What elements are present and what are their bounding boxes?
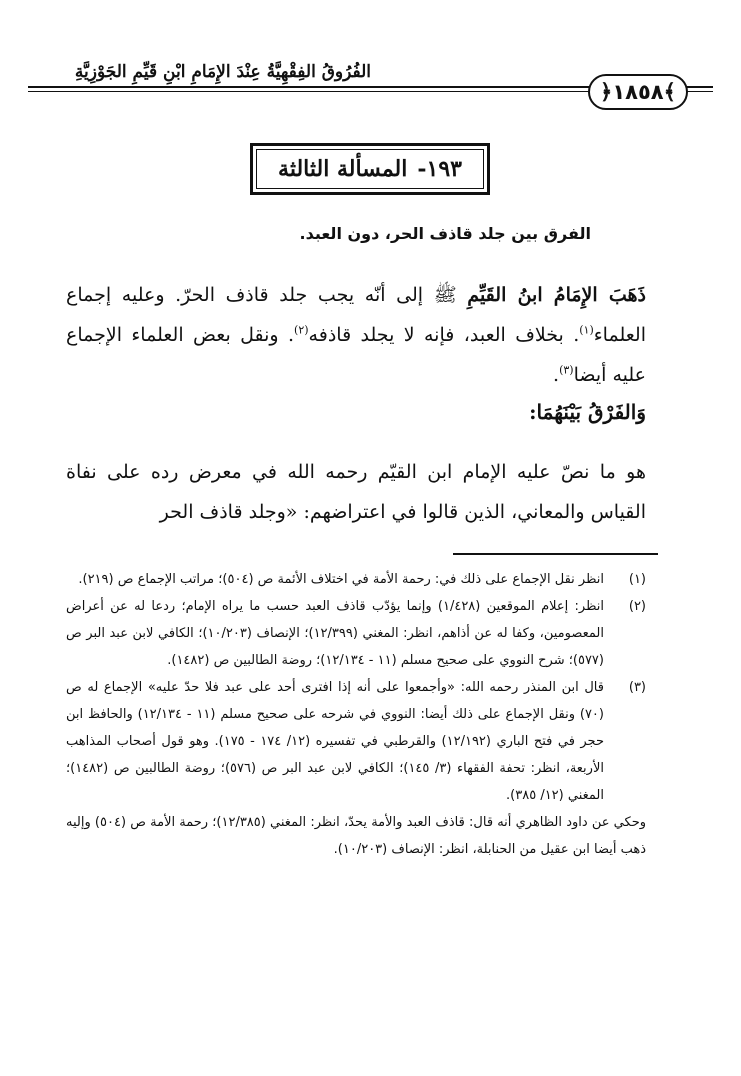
footnote-ref-1[interactable]: (١): [579, 323, 594, 337]
intro-lead: ذَهَبَ الإِمَامُ ابنُ القَيِّمِ: [467, 284, 646, 306]
footnote-ref-2[interactable]: (٢): [294, 323, 309, 337]
footnote-continuation: وحكي عن داود الظاهري أنه قال: قاذف العبد والأمة يحدّ، انظر: المغني (١٢/٣٨٥)؛ رحمة الأمة ص (٥٠٤) وإليه ذهب أيضا ابن عقيل من الحنابلة، انظر: الإنصاف (١٠/٢٠٣).: [66, 815, 647, 857]
footnote-ref-3[interactable]: (٣): [559, 363, 574, 377]
intro-text-4: .: [553, 364, 560, 386]
running-title: الفُرُوقُ الفِقْهِيَّةُ عِنْدَ الإِمَامِ ابْنِ قَيِّمِ الجَوْزِيَّةِ: [74, 62, 371, 82]
issue-title: المسألة الثالثة: [278, 156, 408, 182]
page-number: ﴿١٨٥٨﴾: [588, 74, 688, 110]
intro-text-3: . ونقل بعض العلماء الإجماع عليه أيضا: [66, 324, 646, 386]
footnote-text: انظر: إعلام الموقعين (١/٤٢٨) وإنما يؤدّب قاذف العبد حسب ما يراه الإمام؛ ردعا له عن أعراض المعصومين، وكفا له عن أذاهم، انظر: المغني (١٢/٣٩٩)؛ الإنصاف (١٠/٢٠٣)؛ الكافي لابن عبد البر ص (٥٧٧)؛ شرح النووي على صحيح مسلم (١١ - ١٢/١٣٤)؛ روضة الطالبين ص (١٤٨٢).: [66, 599, 604, 668]
issue-number: ١٩٣-: [417, 156, 462, 182]
footnote-number: (٢): [628, 599, 646, 614]
footnote-item: [66, 593, 646, 674]
body-paragraph: هو ما نصّ عليه الإمام ابن القيّم رحمه الله في معرض رده على نفاة القياس والمعاني، الذين قالوا في اعتراضهم: «وجلد قاذف الحر: [66, 461, 646, 523]
intro-text-2: . بخلاف العبد، فإنه لا يجلد قاذفه: [308, 324, 580, 346]
intro-text-1: إلى أنّه يجب جلد قاذف الحرّ. وعليه إجماع العلماء: [66, 284, 646, 346]
issue-subtitle: الفرق بين جلد قاذف الحر، دون العبد.: [299, 224, 591, 243]
honorific: ﷺ: [433, 284, 457, 306]
footnote-text: قال ابن المنذر رحمه الله: «وأجمعوا على أنه إذا افترى أحد على عبد فلا حدّ عليه» الإجماع له ص (٧٠) ونقل الإجماع على ذلك أيضا: النووي في شرحه على صحيح مسلم (١١ - ١٢/١٣٤) والحافظ ابن حجر في فتح الباري (١٢/١٩٢) والقرطبي في تفسيره (١٢/ ١٧٤ - ١٧٥). وهو قول أصحاب المذاهب الأربعة، انظر: تحفة الفقهاء (٣/ ١٤٥)؛ الكافي لابن عبد البر ص (٥٧٦)؛ روضة الطالبين ص (١٤٨٢)؛ المغني (١٢/ ٣٨٥).: [66, 680, 604, 803]
issue-title-box: [250, 143, 490, 195]
footnote-separator: [453, 553, 658, 555]
footnote-number: (١): [628, 572, 646, 587]
footnote-number: (٣): [628, 680, 646, 695]
intro-paragraph: [66, 275, 646, 395]
footnote-item: [66, 674, 646, 809]
footnote-text: انظر نقل الإجماع على ذلك في: رحمة الأمة في اختلاف الأئمة ص (٥٠٤)؛ مراتب الإجماع ص (٢١٩).: [78, 572, 604, 587]
footnote-item: [66, 566, 646, 593]
footnotes: [66, 566, 646, 863]
issue-title-frame: [256, 149, 484, 189]
section-label: وَالفَرْقُ بَيْنَهُمَا:: [529, 400, 646, 424]
